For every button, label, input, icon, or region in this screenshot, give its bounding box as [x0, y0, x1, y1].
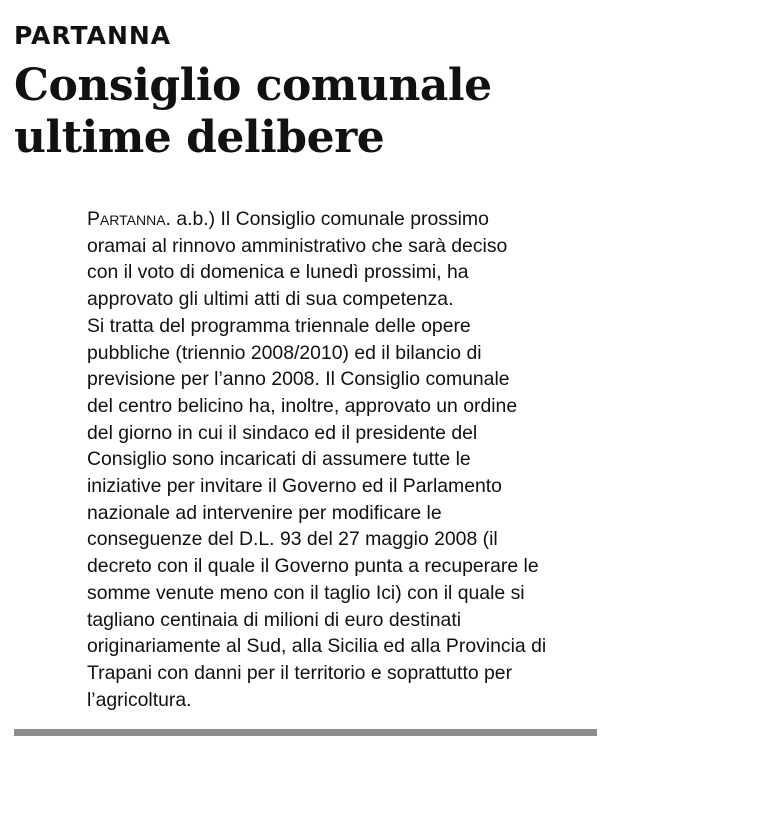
body-line: previsione per l’anno 2008. Il Consiglio comunale [87, 368, 510, 391]
body-line: originariamente al Sud, alla Sicilia ed alla Provincia di [87, 635, 547, 658]
headline-line: Consiglio comunale [14, 60, 492, 111]
body-line: del centro belicino ha, inoltre, approvato un ordine [87, 394, 518, 417]
body-line: somme venute meno con il taglio Ici) con il quale si [87, 581, 525, 604]
body-line: con il voto di domenica e lunedì prossimi, ha [87, 261, 469, 284]
section-kicker: PARTANNA [14, 21, 172, 50]
body-line: Trapani con danni per il territorio e soprattutto per [87, 661, 513, 684]
body-line: l’agricoltura. [87, 688, 192, 711]
body-line: Consiglio sono incaricati di assumere tutte le [87, 448, 471, 471]
dateline-rest: . a.b.) Il Consiglio comunale prossimo [165, 208, 489, 230]
body-line: iniziative per invitare il Governo ed il Parlamento [87, 475, 502, 498]
body-line-dateline [87, 206, 647, 233]
article-body [87, 206, 647, 713]
body-line: nazionale ad intervenire per modificare le [87, 501, 442, 524]
bottom-divider [14, 729, 597, 736]
body-line: decreto con il quale il Governo punta a recuperare le [87, 555, 539, 578]
headline-line: ultime delibere [14, 112, 385, 163]
body-line: Si tratta del programma triennale delle opere [87, 314, 471, 337]
body-line: approvato gli ultimi atti di sua competenza. [87, 288, 454, 311]
body-line: oramai al rinnovo amministrativo che sarà deciso [87, 234, 508, 257]
body-line: conseguenze del D.L. 93 del 27 maggio 2008 (il [87, 528, 498, 551]
headline [14, 60, 734, 164]
body-line: del giorno in cui il sindaco ed il presidente del [87, 421, 478, 444]
body-line: tagliano centinaia di milioni di euro destinati [87, 608, 462, 631]
body-line: pubbliche (triennio 2008/2010) ed il bilancio di [87, 341, 482, 364]
dateline-place: Partanna [87, 208, 166, 230]
